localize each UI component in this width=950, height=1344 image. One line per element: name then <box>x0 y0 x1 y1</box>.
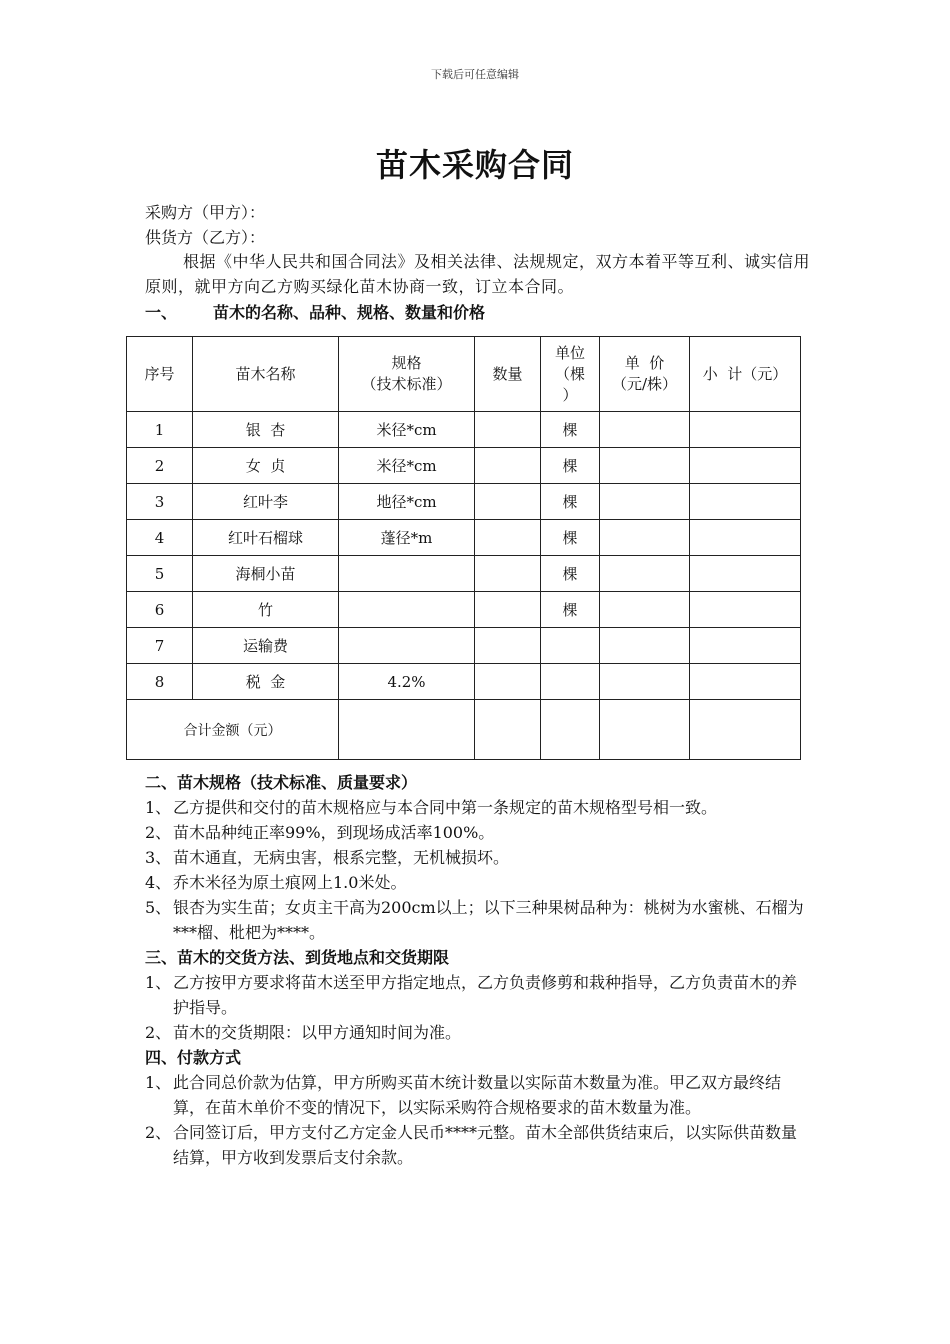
section-4-heading: 四、付款方式 <box>145 1048 242 1067</box>
cell-price <box>600 412 690 448</box>
table-row <box>127 664 801 700</box>
header-unit-line3: ） <box>562 385 578 404</box>
table-row <box>127 628 801 664</box>
cell-subtotal <box>690 556 801 592</box>
cell-unit: 棵 <box>541 412 600 448</box>
table-header-row <box>127 337 801 412</box>
list-item <box>145 1070 810 1120</box>
cell-seq: 2 <box>127 448 193 484</box>
list-item-text: 此合同总价款为估算，甲方所购买苗木统计数量以实际苗木数量为准。甲乙双方最终结算，在苗木单价不变的情况下，以实际采购符合规格要求的苗木数量为准。 <box>173 1073 782 1117</box>
list-item-text: 乔木米径为原土痕网上1.0米处。 <box>173 873 407 892</box>
list-item-text: 苗木的交货期限：以甲方通知时间为准。 <box>173 1023 462 1042</box>
cell-name: 银 杏 <box>193 412 339 448</box>
header-price <box>600 337 690 412</box>
list-item <box>145 895 810 945</box>
header-price-line1: 单 价 <box>624 354 665 372</box>
cell-unit: 棵 <box>541 556 600 592</box>
list-item-number: 4、 <box>145 873 172 892</box>
cell-price <box>600 664 690 700</box>
cell-spec <box>339 628 475 664</box>
cell-seq: 3 <box>127 484 193 520</box>
cell-spec: 4.2% <box>339 664 475 700</box>
header-seq: 序号 <box>127 337 193 412</box>
cell-subtotal <box>690 484 801 520</box>
cell-seq: 7 <box>127 628 193 664</box>
cell-name: 运输费 <box>193 628 339 664</box>
table-row <box>127 592 801 628</box>
list-item <box>145 795 810 820</box>
cell-unit: 棵 <box>541 592 600 628</box>
cell-name: 竹 <box>193 592 339 628</box>
cell-name: 红叶李 <box>193 484 339 520</box>
list-item-number: 2、 <box>145 1023 172 1042</box>
list-item-text: 苗木品种纯正率99%，到现场成活率100%。 <box>173 823 495 842</box>
section-1-heading <box>145 300 485 323</box>
cell-subtotal <box>690 664 801 700</box>
terms-body <box>145 770 810 1170</box>
cell-price <box>600 592 690 628</box>
section-3-heading: 三、苗木的交货方法、到货地点和交货期限 <box>145 948 450 967</box>
cell-price <box>600 628 690 664</box>
table-row <box>127 484 801 520</box>
section-1-title: 苗木的名称、品种、规格、数量和价格 <box>213 303 486 322</box>
header-note: 下载后可任意编辑 <box>431 68 519 81</box>
list-item-number: 3、 <box>145 848 172 867</box>
list-item-number: 5、 <box>145 898 172 917</box>
list-item-number: 1、 <box>145 1073 172 1092</box>
table-row <box>127 412 801 448</box>
cell-seq: 4 <box>127 520 193 556</box>
list-item <box>145 845 810 870</box>
cell-price <box>600 448 690 484</box>
table-total-row <box>127 700 801 760</box>
cell-subtotal <box>690 592 801 628</box>
table-row <box>127 448 801 484</box>
list-item <box>145 970 810 1020</box>
header-subtotal: 小 计（元） <box>690 337 801 412</box>
cell-price <box>600 520 690 556</box>
cell-spec <box>339 556 475 592</box>
list-item-number: 2、 <box>145 1123 172 1142</box>
cell-subtotal <box>690 448 801 484</box>
total-cell <box>690 700 801 760</box>
cell-qty <box>475 556 541 592</box>
cell-qty <box>475 520 541 556</box>
cell-seq: 8 <box>127 664 193 700</box>
table-row <box>127 520 801 556</box>
total-cell <box>600 700 690 760</box>
header-qty: 数量 <box>475 337 541 412</box>
list-item-number: 1、 <box>145 798 172 817</box>
cell-name: 红叶石榴球 <box>193 520 339 556</box>
header-price-line2: （元/株） <box>611 375 678 393</box>
party-a-label: 采购方（甲方）： <box>145 203 266 222</box>
total-cell <box>475 700 541 760</box>
list-item <box>145 1020 810 1045</box>
list-item-number: 2、 <box>145 823 172 842</box>
section-1-number: 一、 <box>145 303 178 322</box>
cell-unit <box>541 628 600 664</box>
cell-spec: 地径*cm <box>339 484 475 520</box>
list-item <box>145 870 810 895</box>
header-spec-line1: 规格 <box>391 354 422 372</box>
list-item-text: 乙方按甲方要求将苗木送至甲方指定地点，乙方负责修剪和栽种指导，乙方负责苗木的养护指导。 <box>173 973 798 1017</box>
cell-seq: 6 <box>127 592 193 628</box>
document-title: 苗木采购合同 <box>375 146 574 184</box>
cell-spec: 米径*cm <box>339 412 475 448</box>
cell-qty <box>475 664 541 700</box>
list-item-text: 银杏为实生苗；女贞主干高为200cm以上；以下三种果树品种为：桃树为水蜜桃、石榴为***榴、枇杷为****。 <box>173 898 804 942</box>
cell-seq: 5 <box>127 556 193 592</box>
cell-unit: 棵 <box>541 448 600 484</box>
header-unit <box>541 337 600 412</box>
cell-qty <box>475 628 541 664</box>
cell-seq: 1 <box>127 412 193 448</box>
header-name: 苗木名称 <box>193 337 339 412</box>
cell-unit: 棵 <box>541 520 600 556</box>
header-spec <box>339 337 475 412</box>
list-item-number: 1、 <box>145 973 172 992</box>
total-label: 合计金额（元） <box>127 700 339 760</box>
header-unit-line2: （棵 <box>554 364 585 383</box>
list-item <box>145 820 810 845</box>
cell-name: 税 金 <box>193 664 339 700</box>
cell-qty <box>475 484 541 520</box>
cell-spec <box>339 592 475 628</box>
cell-subtotal <box>690 412 801 448</box>
cell-unit: 棵 <box>541 484 600 520</box>
cell-qty <box>475 412 541 448</box>
header-spec-line2: （技术标准） <box>361 375 452 393</box>
total-cell <box>339 700 475 760</box>
cell-price <box>600 556 690 592</box>
cell-qty <box>475 592 541 628</box>
cell-name: 女 贞 <box>193 448 339 484</box>
list-item-text: 合同签订后，甲方支付乙方定金人民币****元整。苗木全部供货结束后，以实际供苗数量结算，甲方收到发票后支付余款。 <box>173 1123 798 1167</box>
cell-qty <box>475 448 541 484</box>
cell-unit <box>541 664 600 700</box>
cell-price <box>600 484 690 520</box>
cell-subtotal <box>690 628 801 664</box>
header-unit-line1: 单位 <box>554 343 585 362</box>
cell-subtotal <box>690 520 801 556</box>
section-2-heading: 二、苗木规格（技术标准、质量要求） <box>145 773 418 792</box>
list-item-text: 苗木通直，无病虫害，根系完整，无机械损坏。 <box>173 848 510 867</box>
cell-name: 海桐小苗 <box>193 556 339 592</box>
intro-paragraph: 根据《中华人民共和国合同法》及相关法律、法规规定，双方本着平等互利、诚实信用原则，就甲方向乙方购买绿化苗木协商一致，订立本合同。 <box>145 252 811 296</box>
cell-spec: 蓬径*m <box>339 520 475 556</box>
seedling-table <box>126 336 801 760</box>
cell-spec: 米径*cm <box>339 448 475 484</box>
list-item-text: 乙方提供和交付的苗木规格应与本合同中第一条规定的苗木规格型号相一致。 <box>173 798 718 817</box>
list-item <box>145 1120 810 1170</box>
total-cell <box>541 700 600 760</box>
party-b-label: 供货方（乙方）： <box>145 228 266 247</box>
table-row <box>127 556 801 592</box>
